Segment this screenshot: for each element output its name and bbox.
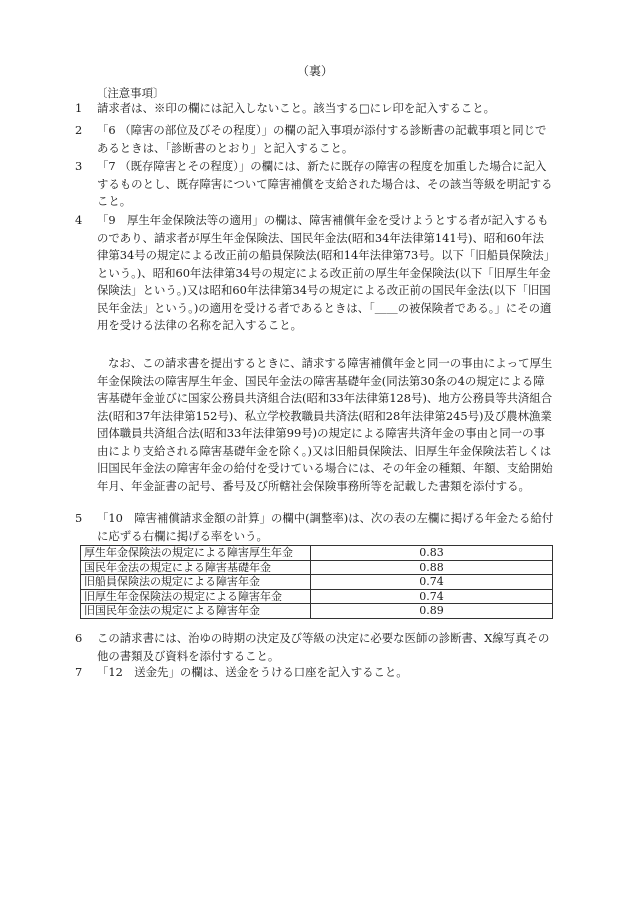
note-number: 3 (75, 159, 83, 173)
rate-cell: 0.89 (311, 604, 553, 619)
note-text: 「12 送金先」の欄は、送金をうける口座を記入すること。 (97, 665, 408, 679)
table-row (81, 546, 553, 561)
note-item-6 (75, 630, 555, 665)
pension-type-cell: 旧船員保険法の規定による障害年金 (81, 575, 311, 590)
table-row (81, 575, 553, 590)
note-number: 5 (75, 511, 83, 525)
notes-header: 〔注意事項〕 (96, 86, 165, 100)
rate-cell: 0.88 (311, 560, 553, 575)
note-number: 1 (75, 101, 83, 115)
rate-cell: 0.83 (311, 546, 553, 561)
note-item-5 (75, 510, 555, 545)
table-row (81, 560, 553, 575)
note-additional-paragraph: なお、この請求書を提出するときに、請求する障害補償年金と同一の事由によって厚生年金保険法の障害厚生年金、国民年金法の障害基礎年金(同法第30条の4の規定による障害基礎年金並びに国家公務員共済組合法(昭和33年法律第128号)、地方公務員等共済組合法(昭和37年法律第152号)、私立学校教職員共済法(昭和28年法律第245号)及び農林漁業団体職員共済組合法(昭和33年法律第99号)の規定による障害共済年金の事由と同一の事由により支給される障害基礎年金を除く。)又は旧船員保険法、旧厚生年金保険法若しくは旧国民年金法の障害年金の給付を受けている場合には、その年金の種類、年額、支給開始年月、年金証書の記号、番号及び所轄社会保険事務所等を記載した書類を添付する。 (97, 356, 553, 493)
pension-type-cell: 国民年金法の規定による障害基礎年金 (81, 560, 311, 575)
note-item-3 (75, 158, 555, 211)
adjustment-rate-table (80, 545, 553, 619)
pension-type-cell: 厚生年金保険法の規定による障害厚生年金 (81, 546, 311, 561)
note-number: 7 (75, 665, 83, 679)
note-text: 請求者は、※印の欄には記入しないこと。該当する□にレ印を記入すること。 (97, 101, 496, 115)
table-row (81, 589, 553, 604)
note-text: 「9 厚生年金保険法等の適用」の欄は、障害補償年金を受けようとする者が記入するものであり、請求者が厚生年金保険法、国民年金法(昭和34年法律第141号)、昭和60年法律第34号の規定による改正前の船員保険法(昭和14年法律第73号。以下「旧船員保険法」という。)、昭和60年法律第34号の規定による改正前の厚生年金保険法(以下「旧厚生年金保険法」という。)又は昭和60年法律第34号の規定による改正前の国民年金法(以下「旧国民年金法」という。)の適用を受ける者であるときは、「＿＿の被保険者である。」にその適用を受ける法律の名称を記入すること。 (97, 213, 555, 332)
note-item-4 (75, 212, 555, 335)
pension-type-cell: 旧国民年金法の規定による障害年金 (81, 604, 311, 619)
note-item-7 (75, 664, 555, 682)
note-text: 「7 （既存障害とその程度）」の欄には、新たに既存の障害の程度を加重した場合に記入するものとし、既存障害について障害補償を支給された場合は、その該当等級を明記すること。 (97, 159, 553, 208)
note-number: 2 (75, 123, 83, 137)
table-row (81, 604, 553, 619)
note-number: 4 (75, 213, 83, 227)
note-item-2 (75, 122, 555, 157)
note-text: 「10 障害補償請求金額の計算」の欄中(調整率)は、次の表の左欄に掲げる年金たる給付に応ずる右欄に掲げる率をいう。 (97, 511, 554, 543)
note-number: 6 (75, 631, 83, 645)
rate-cell: 0.74 (311, 575, 553, 590)
rate-cell: 0.74 (311, 589, 553, 604)
note-text: この請求書には、治ゆの時期の決定及び等級の決定に必要な医師の診断書、X線写真その他の書類及び資料を添付すること。 (97, 631, 550, 663)
pension-type-cell: 旧厚生年金保険法の規定による障害年金 (81, 589, 311, 604)
page-title: （裏） (296, 64, 333, 78)
note-item-1 (75, 100, 555, 118)
note-text: 「6 （障害の部位及びその程度）」の欄の記入事項が添付する診断書の記載事項と同じであるときは、「診断書のとおり」と記入すること。 (97, 123, 547, 155)
